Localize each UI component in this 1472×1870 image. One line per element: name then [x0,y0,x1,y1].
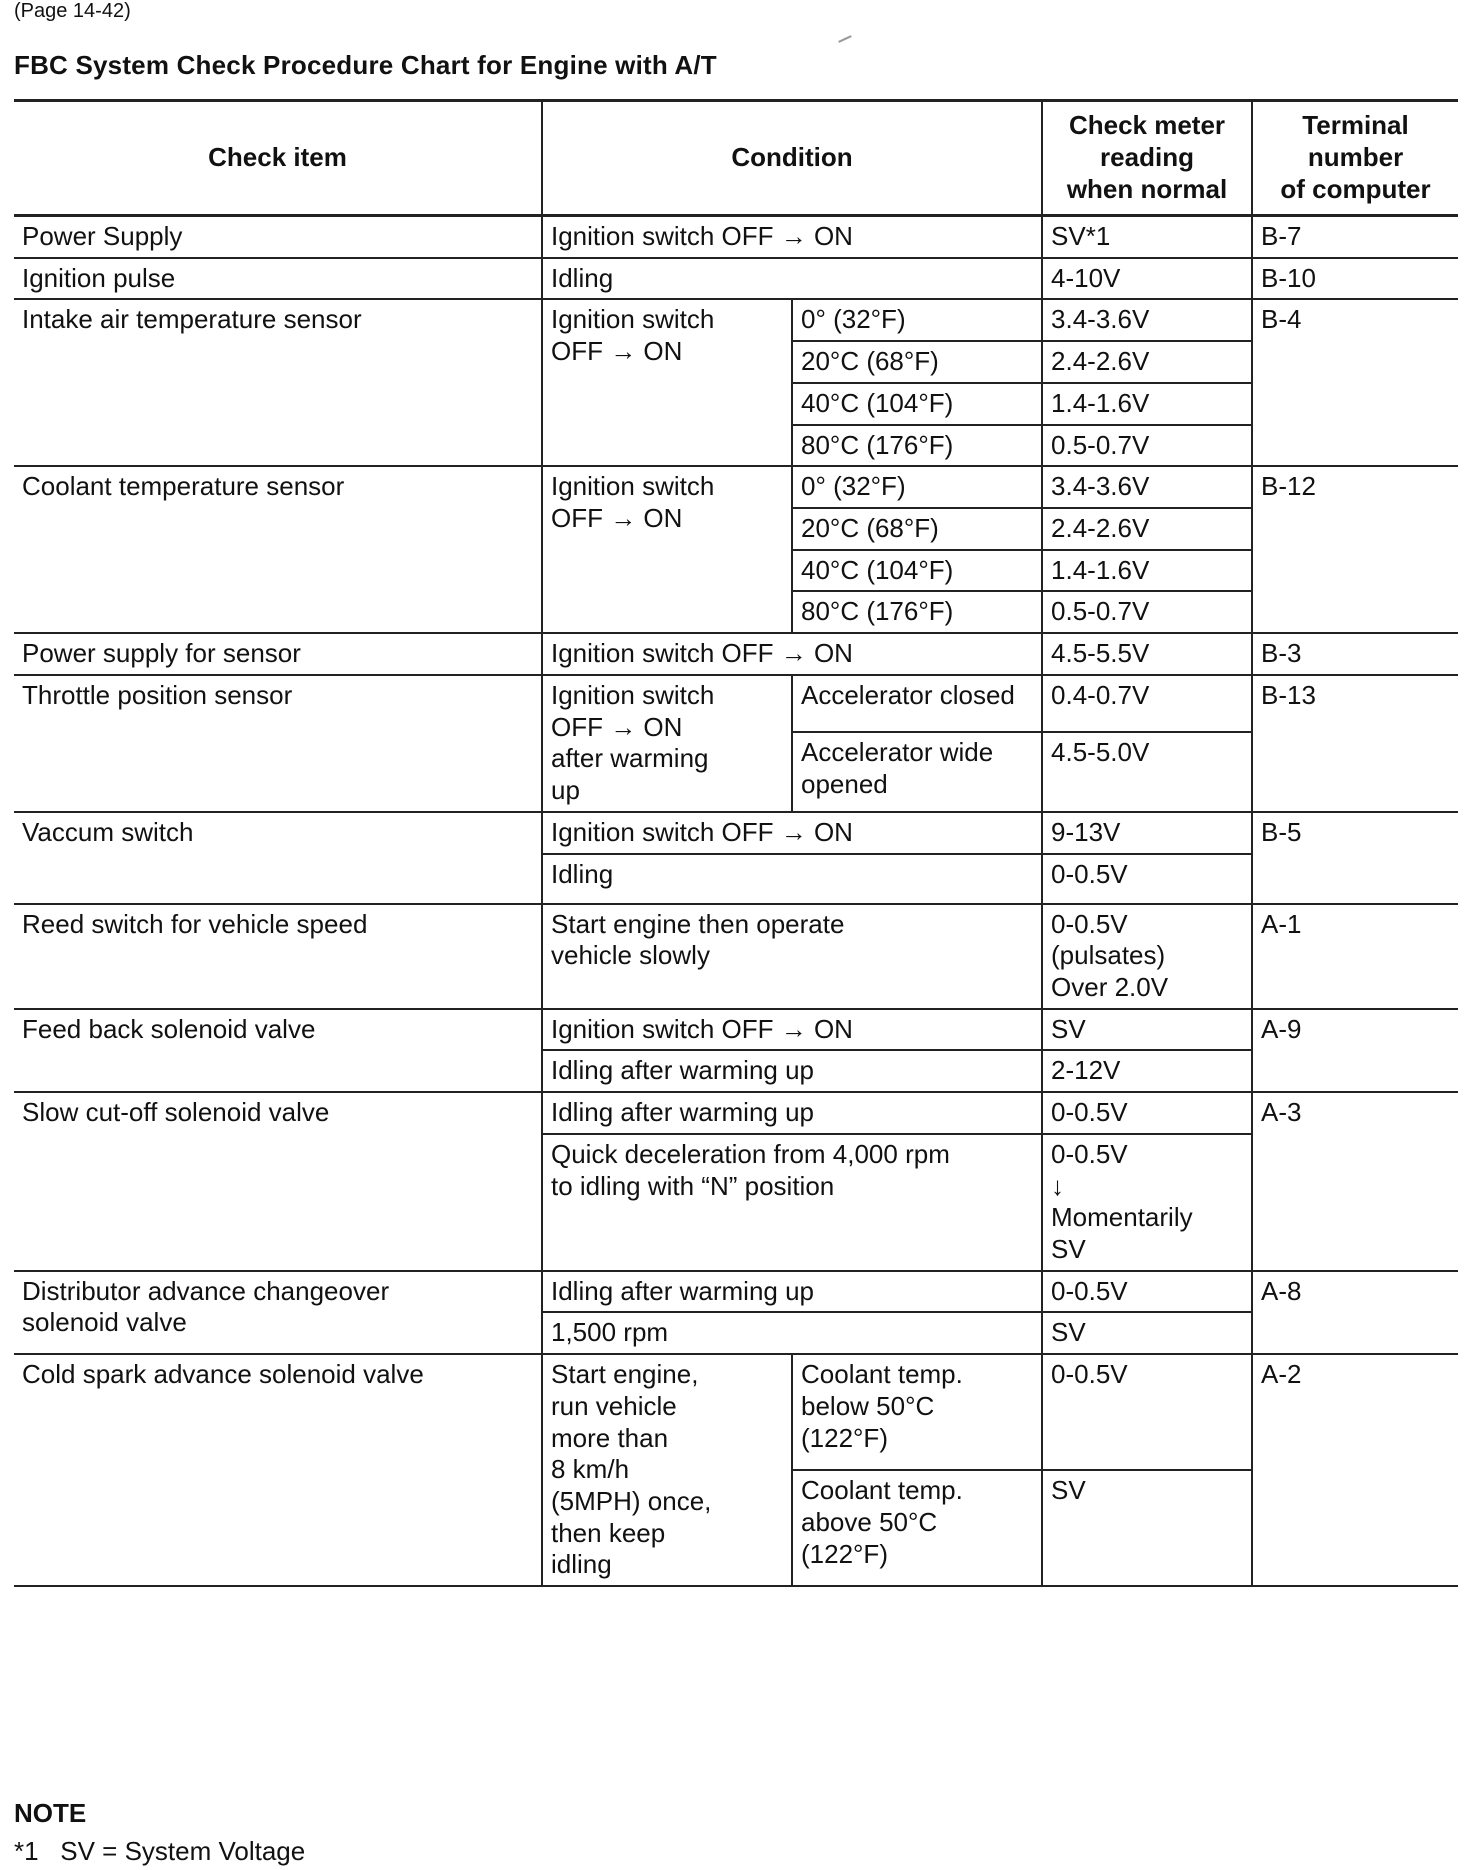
check-item: Coolant temperature sensor [14,466,542,633]
note-heading: NOTE [14,1798,87,1828]
temperature-condition: 40°C (104°F) [792,550,1042,592]
table-row [14,258,1458,300]
meter-reading: 1.4-1.6V [1042,383,1252,425]
meter-reading: SV [1042,1470,1252,1586]
meter-reading: 1.4-1.6V [1042,550,1252,592]
check-item: Slow cut-off solenoid valve [14,1092,542,1271]
accelerator-state: Accelerator closed [792,675,1042,732]
condition: Idling [542,854,1042,904]
terminal-number: B-4 [1252,299,1458,466]
condition: Quick deceleration from 4,000 rpm to idling with “N” position [542,1134,1042,1271]
header-meter-reading: Check meter reading when normal [1042,101,1252,216]
table-row [14,904,1458,1009]
terminal-number: A-2 [1252,1354,1458,1586]
footnote-text: SV = System Voltage [60,1836,306,1866]
terminal-number: A-3 [1252,1092,1458,1271]
terminal-number: B-3 [1252,633,1458,675]
condition: Ignition switch OFF → ON [542,299,792,466]
meter-reading: 4.5-5.5V [1042,633,1252,675]
check-item: Throttle position sensor [14,675,542,812]
table-row [14,1092,1458,1134]
check-item: Vaccum switch [14,812,542,904]
terminal-number: A-9 [1252,1009,1458,1092]
note-line [14,1836,305,1867]
meter-reading: SV [1042,1312,1252,1354]
meter-reading: 3.4-3.6V [1042,466,1252,508]
check-item: Intake air temperature sensor [14,299,542,466]
header-condition: Condition [542,101,1042,216]
temperature-condition: 0° (32°F) [792,466,1042,508]
meter-reading: 0-0.5V ↓ Momentarily SV [1042,1134,1252,1271]
meter-reading: 0-0.5V [1042,854,1252,904]
table-row [14,1271,1458,1313]
condition: Start engine, run vehicle more than 8 km/h (5MPH) once, then keep idling [542,1354,792,1586]
meter-reading: 4-10V [1042,258,1252,300]
meter-reading: 2.4-2.6V [1042,508,1252,550]
terminal-number: B-12 [1252,466,1458,633]
meter-reading: 3.4-3.6V [1042,299,1252,341]
condition: Idling after warming up [542,1271,1042,1313]
meter-reading: 0-0.5V [1042,1271,1252,1313]
condition: Ignition switch OFF → ON [542,1009,1042,1051]
condition: Idling after warming up [542,1050,1042,1092]
check-item: Distributor advance changeover solenoid valve [14,1271,542,1354]
coolant-state: Coolant temp. below 50°C (122°F) [792,1354,1042,1470]
temperature-condition: 20°C (68°F) [792,508,1042,550]
page-reference: (Page 14-42) [14,0,131,22]
header-check-item: Check item [14,101,542,216]
table-row [14,1009,1458,1051]
meter-reading: 0.5-0.7V [1042,425,1252,467]
table-row [14,216,1458,258]
condition: 1,500 rpm [542,1312,1042,1354]
temperature-condition: 80°C (176°F) [792,591,1042,633]
meter-reading: 0-0.5V (pulsates) Over 2.0V [1042,904,1252,1009]
temperature-condition: 80°C (176°F) [792,425,1042,467]
condition: Start engine then operate vehicle slowly [542,904,1042,1009]
meter-reading: SV [1042,1009,1252,1051]
header-terminal-number: Terminal number of computer [1252,101,1458,216]
check-item: Reed switch for vehicle speed [14,904,542,1009]
temperature-condition: 40°C (104°F) [792,383,1042,425]
meter-reading: SV*1 [1042,216,1252,258]
terminal-number: B-13 [1252,675,1458,812]
table-row [14,812,1458,854]
check-item: Cold spark advance solenoid valve [14,1354,542,1586]
coolant-state: Coolant temp. above 50°C (122°F) [792,1470,1042,1586]
condition: Ignition switch OFF → ON [542,216,1042,258]
meter-reading: 2-12V [1042,1050,1252,1092]
terminal-number: B-5 [1252,812,1458,904]
meter-reading: 0.5-0.7V [1042,591,1252,633]
terminal-number: A-8 [1252,1271,1458,1354]
terminal-number: A-1 [1252,904,1458,1009]
scan-mark [838,35,852,43]
table-row [14,675,1458,732]
condition: Idling after warming up [542,1092,1042,1134]
meter-reading: 0-0.5V [1042,1092,1252,1134]
temperature-condition: 0° (32°F) [792,299,1042,341]
terminal-number: B-10 [1252,258,1458,300]
check-procedure-table [14,99,1458,1587]
temperature-condition: 20°C (68°F) [792,341,1042,383]
check-item: Power supply for sensor [14,633,542,675]
footnote-mark: *1 [14,1836,39,1866]
check-item: Power Supply [14,216,542,258]
meter-reading: 0-0.5V [1042,1354,1252,1470]
chart-title: FBC System Check Procedure Chart for Engine with A/T [14,50,717,80]
meter-reading: 2.4-2.6V [1042,341,1252,383]
terminal-number: B-7 [1252,216,1458,258]
condition: Idling [542,258,1042,300]
table-row [14,633,1458,675]
meter-reading: 4.5-5.0V [1042,732,1252,812]
accelerator-state: Accelerator wide opened [792,732,1042,812]
check-item: Ignition pulse [14,258,542,300]
meter-reading: 0.4-0.7V [1042,675,1252,732]
condition: Ignition switch OFF → ON [542,466,792,633]
condition: Ignition switch OFF → ON [542,812,1042,854]
table-row [14,1354,1458,1470]
table-row [14,466,1458,508]
condition: Ignition switch OFF → ON after warming up [542,675,792,812]
table-row [14,299,1458,341]
check-item: Feed back solenoid valve [14,1009,542,1092]
table-header-row [14,101,1458,216]
condition: Ignition switch OFF → ON [542,633,1042,675]
meter-reading: 9-13V [1042,812,1252,854]
